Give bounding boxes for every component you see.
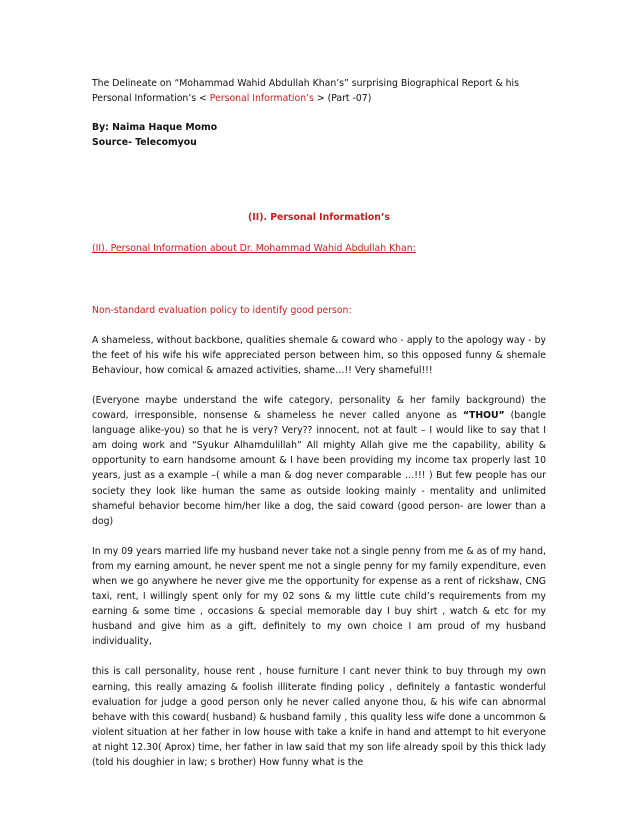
title-suffix: > (Part -07) [313,93,372,105]
paragraph-3: In my 09 years married life my husband never take not a single penny from me & as of my hand, from my earning amount, he never spent me not a single penny for my family expenditure, even when we go anywhere he never give me the opportunity for expense as a rent of rickshaw, CNG taxi, rent, I willingly spent only for my 02 sons & my little cute child’s requirements from my earning & some time , occasions & special memorable day I buy shirt , watch & etc for my husband and give him as a gift, definitely to my own choice I am proud of my husband individuality, [92,545,546,648]
thou-emphasis: “THOU” [462,410,505,422]
paragraph-2 [92,393,546,529]
policy-title: Non-standard evaluation policy to identify good person: [92,304,352,316]
document-page [92,76,546,770]
paragraph-2-part-b: (bangle language alike-you) so that he is very? Very?? innocent, not at fault – I would like to say that I am doing work and “Syukur Alhamdulillah” All mighty Allah give me the capability, ability & opportunity to earn handsome amount & I have been providing my income tax properly last 10 years, just as a example –( while a man & dog never comparable …!!! ) But few people has our society they look like human the same as outside looking mainly - mentality and unlimited shameful behavior become him/her like a dog, the said coward (good person- are lower than a dog) [92,410,546,527]
paragraph-1: A shameless, without backbone, qualities shemale & coward who - apply to the apology way - by the feet of his wife his wife appreciated person between him, so this opposed funny & shemale Behaviour, how comical & amazed activities, shame…!! Very shameful!!! [92,334,546,376]
document-title [92,76,546,106]
title-prefix: The Delineate on “Mohammad Wahid Abdullah Khan’s” surprising Biographical Report & his Personal Information’s < [92,78,519,105]
byline: By: Naima Haque Momo [92,122,218,134]
section-subheading: (II). Personal Information about Dr. Mohammad Wahid Abdullah Khan: [92,243,416,255]
section-heading: (II). Personal Information’s [248,212,390,224]
paragraph-4: this is call personality, house rent , house furniture I cant never think to buy through my own earning, this really amazing & foolish illiterate finding policy , definitely a fantastic wonderful evaluation for judge a good person only he never called anyone thou, & his wife can abnormal behave with this coward( husband) & husband family , this quality less wife done a uncommon & violent situation at her father in low house with take a knife in hand and attempt to hit everyone at night 12.30( Aprox) time, her father in law said that my son life already spoil by this thick lady (told his doughier in law; s brother) How funny what is the [92,666,546,768]
title-highlight: Personal Information’s [209,93,314,105]
source-line: Source- Telecomyou [92,137,197,149]
paragraph-2-part-a: (Everyone maybe understand the wife category, personality & her family background) the coward, irresponsible, nonsense & shameless he never called anyone as [92,394,546,422]
